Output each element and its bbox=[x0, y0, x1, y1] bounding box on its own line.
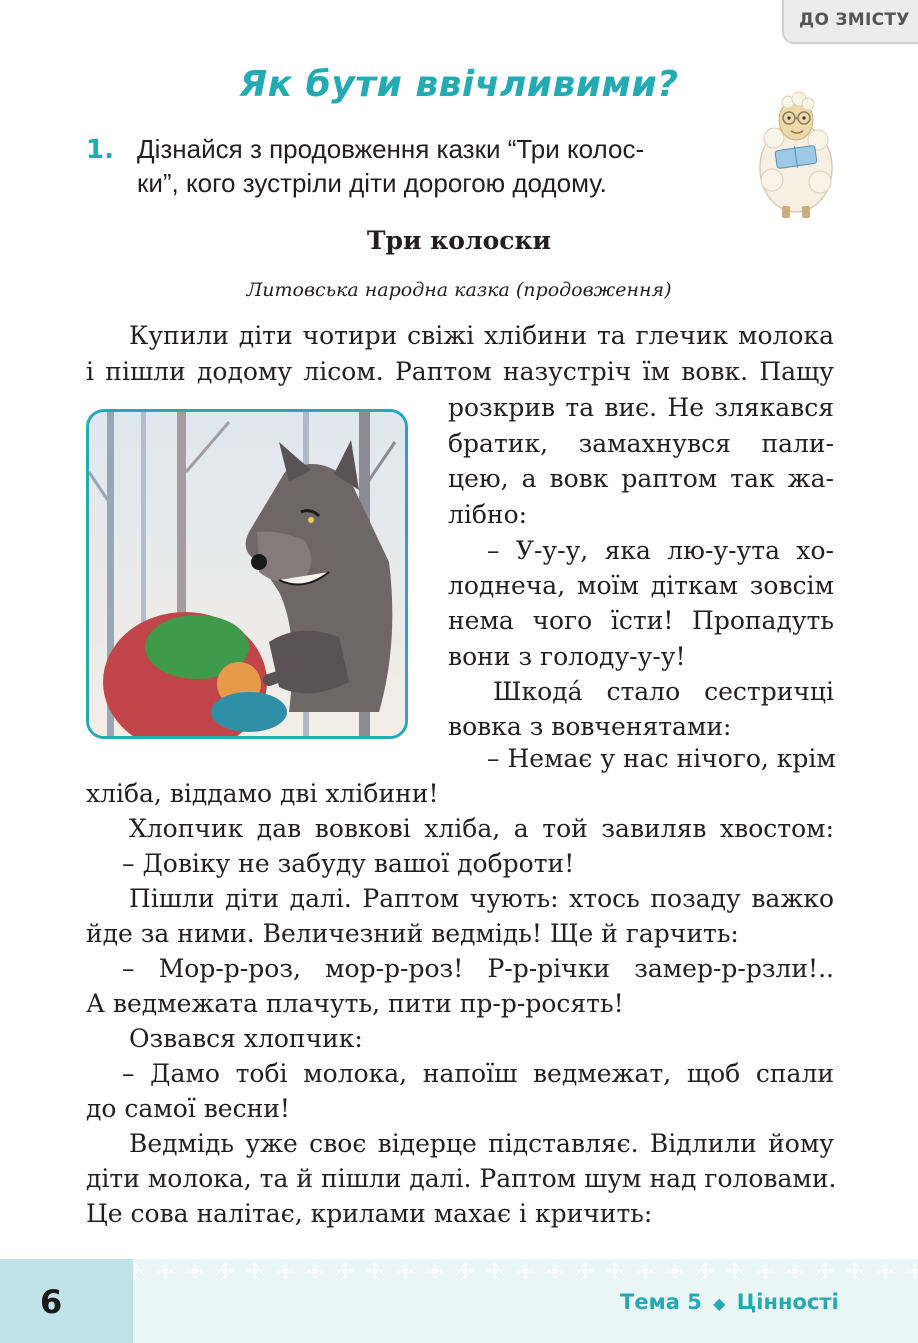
task-line: Дізнайся з продовження казки “Три колос- bbox=[137, 134, 645, 164]
footer-ornament bbox=[0, 1259, 918, 1283]
story-line: йде за ними. Величезний ведмідь! Ще й гарчить: bbox=[86, 919, 739, 948]
page-number-box bbox=[0, 1259, 133, 1343]
story-line: лоднеча, моїм діткам зовсім bbox=[448, 571, 834, 600]
story-title: Три колоски bbox=[366, 226, 552, 255]
wolf-illustration bbox=[86, 409, 408, 739]
story-line: Хлопчик дав вовкові хліба, а той завиляв хвостом: bbox=[129, 814, 834, 843]
story-line: Це сова налітає, крилами махає і кричить: bbox=[86, 1199, 653, 1228]
story-line: нема чого їсти! Пропадуть bbox=[448, 606, 834, 635]
page-number: 6 bbox=[40, 1283, 63, 1321]
story-line: Шкода́ стало сестричці bbox=[493, 677, 834, 706]
story-line: – Довіку не забуду вашої доброти! bbox=[122, 849, 575, 878]
topic-prefix: Тема 5 bbox=[620, 1290, 702, 1314]
topic-label bbox=[620, 1290, 839, 1314]
story-line: розкрив та виє. Не злякався bbox=[448, 393, 834, 422]
story-line: лібно: bbox=[448, 500, 528, 529]
story-line: до самої весни! bbox=[86, 1094, 290, 1123]
story-line: хліба, віддамо дві хлібини! bbox=[86, 779, 439, 808]
story-line: вовка з вовченятами: bbox=[448, 712, 732, 741]
lesson-title: Як бути ввічливими? bbox=[239, 64, 679, 105]
story-line: – У-у-у, яка лю-у-ута хо- bbox=[487, 536, 834, 565]
task-text bbox=[137, 132, 737, 200]
story-subtitle: Литовська народна казка (продовження) bbox=[246, 279, 672, 301]
story-line: вони з голоду-у-у! bbox=[448, 642, 686, 671]
story-line: Купили діти чотири свіжі хлібини та глечик молока bbox=[129, 321, 834, 350]
story-line: і пішли додому лісом. Раптом назустріч їм вовк. Пащу bbox=[86, 357, 834, 386]
story-line: А ведмежата плачуть, пити пр-р-росять! bbox=[86, 989, 624, 1018]
diamond-icon: ◆ bbox=[713, 1294, 726, 1313]
task-number: 1. bbox=[86, 135, 114, 165]
story-line: Ведмідь уже своє відерце підставляє. Відлили йому bbox=[129, 1129, 834, 1158]
topic-name: Цінності bbox=[736, 1290, 839, 1314]
story-line: – Немає у нас нічого, крім bbox=[487, 744, 836, 773]
wolf-and-children-icon bbox=[89, 412, 405, 736]
story-line: братик, замахнувся пали- bbox=[448, 429, 834, 458]
sheep-mascot-icon bbox=[752, 90, 840, 222]
story-line: – Мор-р-роз, мор-р-роз! Р-р-річки замер-р-рзли!.. bbox=[122, 954, 834, 983]
task-line: ки”, кого зустріли діти дорогою додому. bbox=[137, 168, 607, 198]
story-line: Пішли діти далі. Раптом чують: хтось позаду важко bbox=[129, 884, 834, 913]
story-line: діти молока, та й пішли далі. Раптом шум над головами. bbox=[86, 1164, 837, 1193]
story-line: Озвався хлопчик: bbox=[129, 1024, 363, 1053]
toc-link[interactable]: ДО ЗМІСТУ bbox=[799, 10, 910, 30]
story-line: цею, а вовк раптом так жа- bbox=[448, 464, 834, 493]
story-line: – Дамо тобі молока, напоїш ведмежат, щоб спали bbox=[122, 1059, 834, 1088]
